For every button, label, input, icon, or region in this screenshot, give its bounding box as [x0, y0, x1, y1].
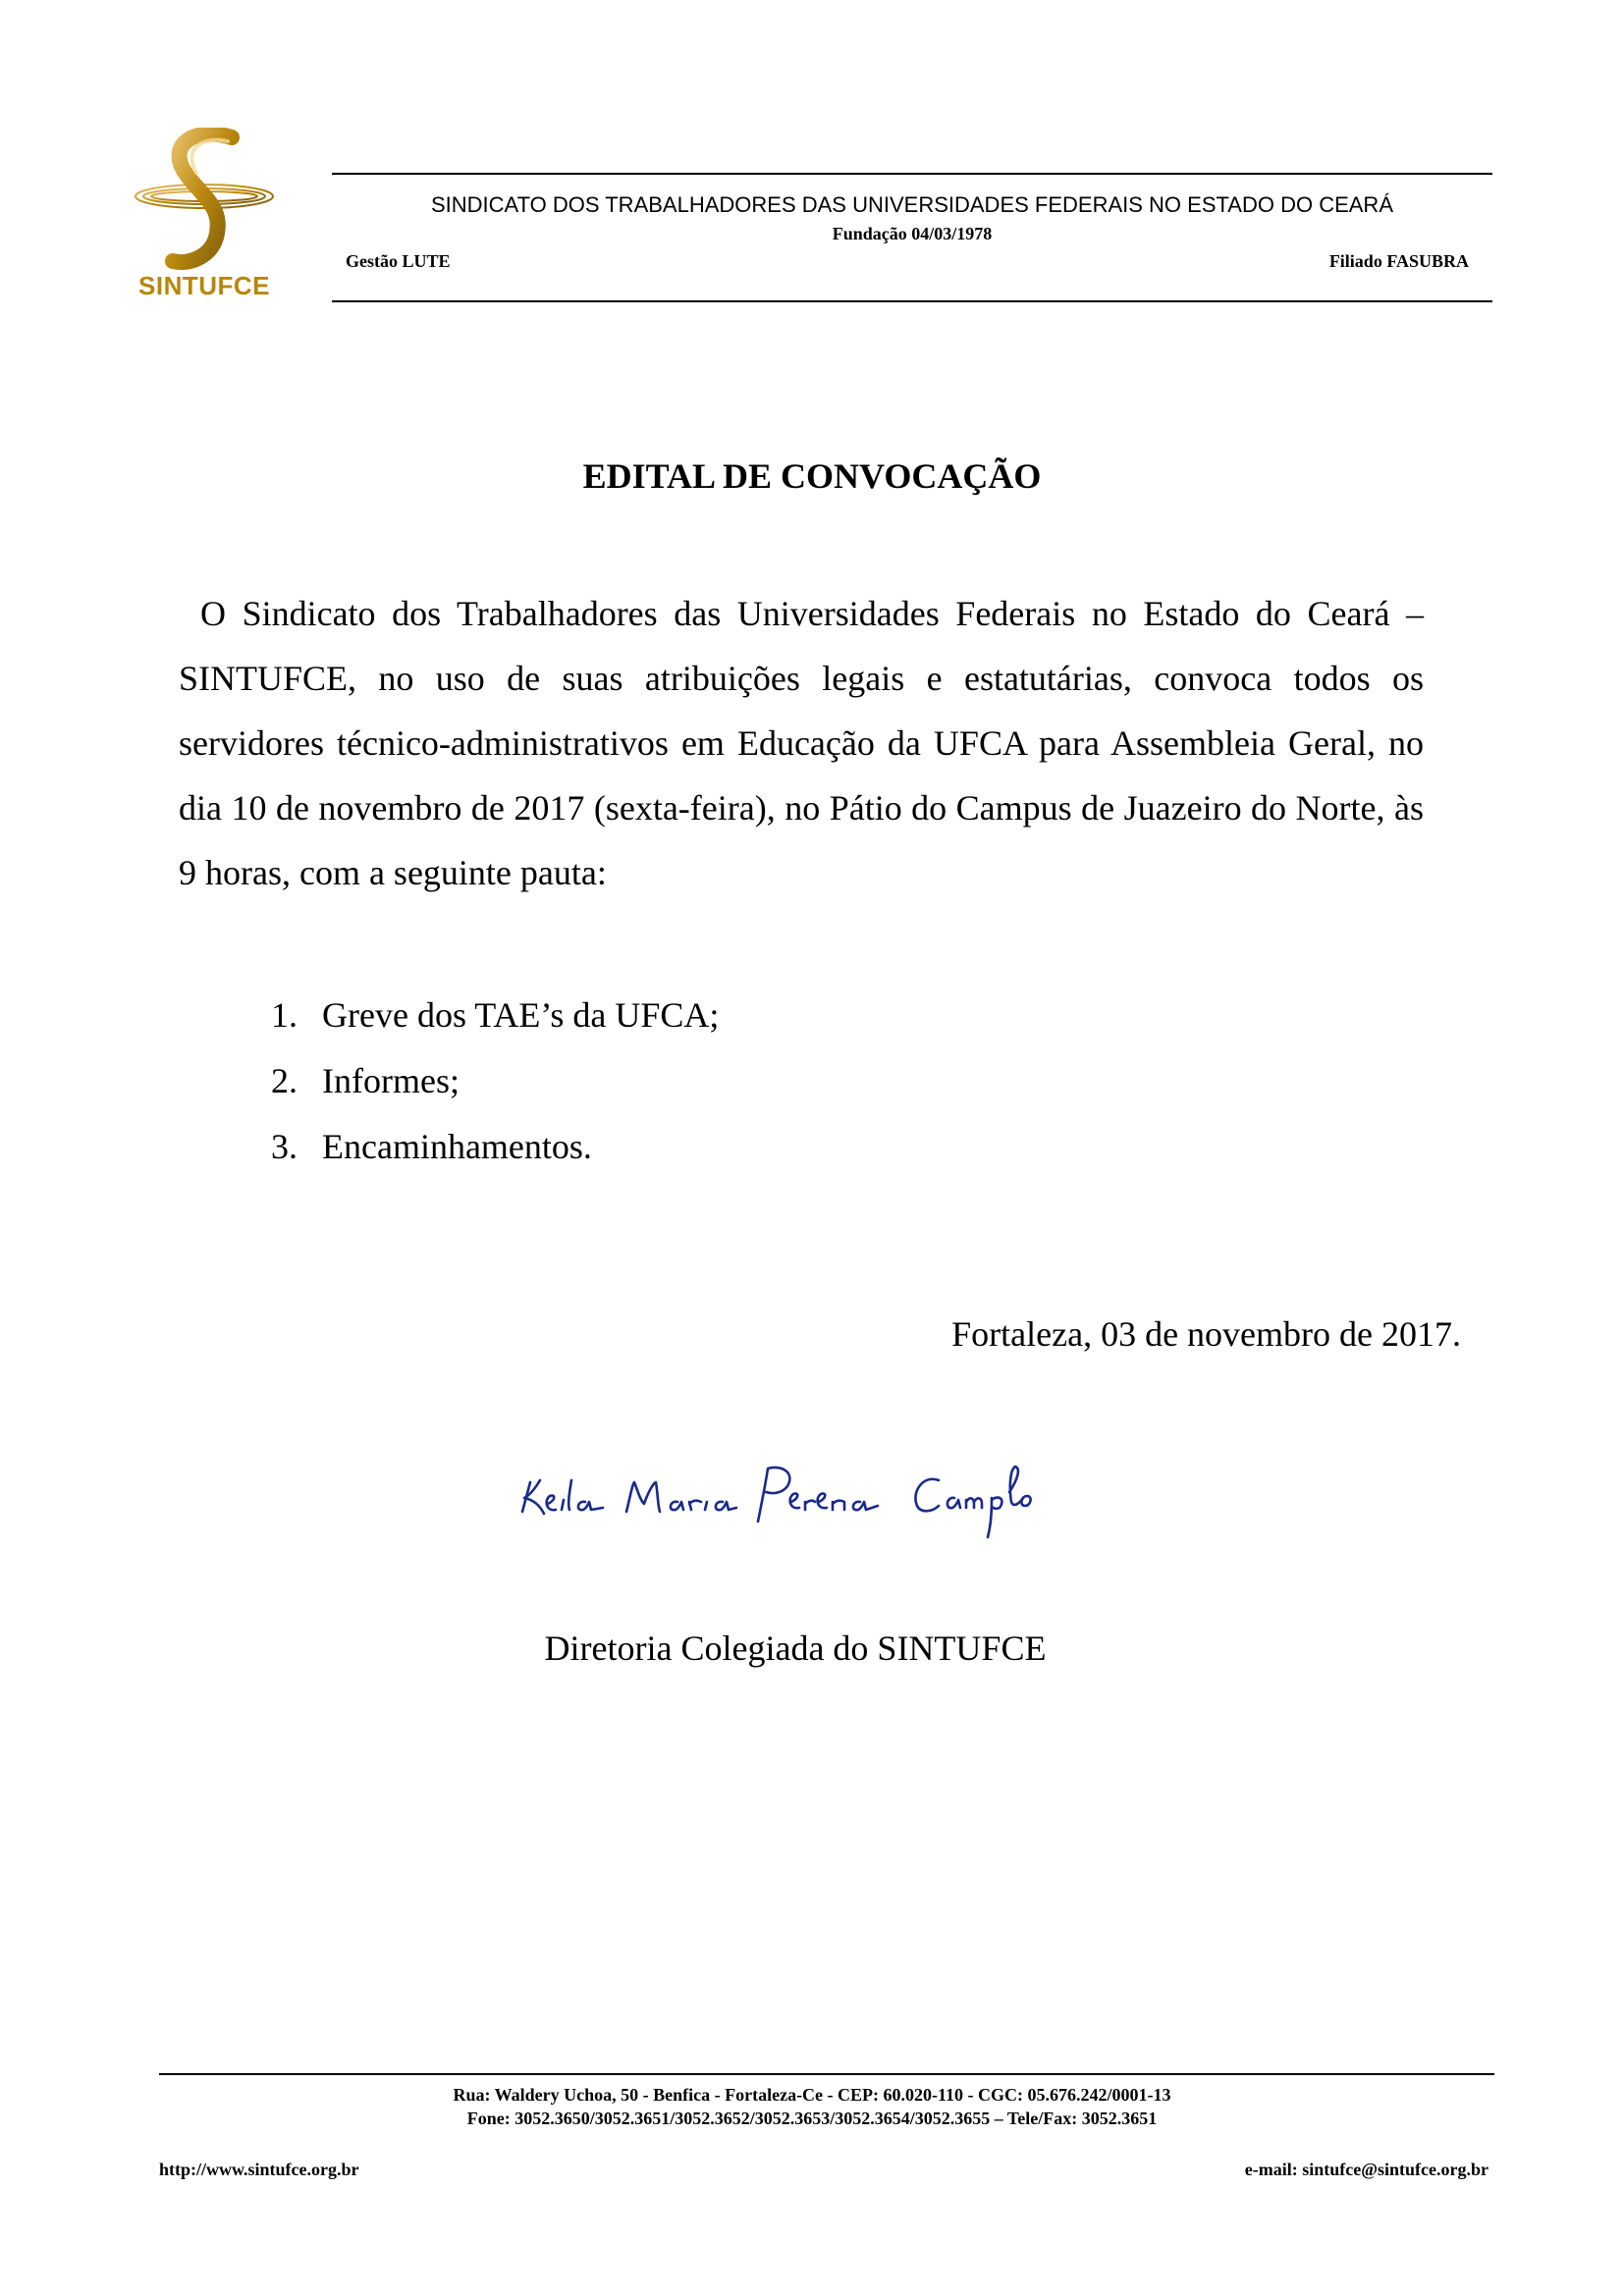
footer-website: http://www.sintufce.org.br [159, 2160, 359, 2179]
foundation-date: Fundação 04/03/1978 [832, 224, 993, 243]
footer-divider [159, 2073, 1494, 2075]
footer-email: e-mail: sintufce@sintufce.org.br [1244, 2160, 1489, 2179]
agenda-item [271, 983, 719, 1048]
sintufce-emblem-icon [126, 128, 283, 275]
logo-text: SINTUFCE [138, 271, 270, 300]
affiliation-label: Filiado FASUBRA [1328, 251, 1469, 271]
convocation-paragraph: O Sindicato dos Trabalhadores das Universidades Federais no Estado do Ceará – SINTUFCE, no uso de suas atribuições legais e estatutárias, convoca todos os servidores técnico-administrativos em Educação da UFCA para Assembleia Geral, no dia 10 de novembro de 2017 (sexta-feira), no Pátio do Campus de Juazeiro do Norte, às 9 horas, com a seguinte pauta: [179, 594, 1424, 892]
agenda-item-text: Informes; [322, 1061, 460, 1100]
sintufce-logo [126, 128, 283, 304]
footer-address: Rua: Waldery Uchoa, 50 - Benfica - Fortaleza-Ce - CEP: 60.020-110 - CGC: 05.676.242/0001-13 [453, 2085, 1171, 2105]
signature-icon [501, 1431, 1070, 1549]
agenda-list [271, 983, 719, 1180]
agenda-item-number: 2. [271, 1061, 298, 1100]
agenda-item-number: 1. [271, 995, 298, 1035]
footer-phones: Fone: 3052.3650/3052.3651/3052.3652/3052.3653/3052.3654/3052.3655 – Tele/Fax: 3052.3651 [466, 2109, 1158, 2128]
agenda-item-text: Greve dos TAE’s da UFCA; [322, 995, 720, 1035]
union-name: SINDICATO DOS TRABALHADORES DAS UNIVERSIDADES FEDERAIS NO ESTADO DO CEARÁ [430, 192, 1393, 217]
signatory: Diretoria Colegiada do SINTUFCE [544, 1629, 1047, 1668]
agenda-item [271, 1048, 719, 1114]
document-title: EDITAL DE CONVOCAÇÃO [582, 456, 1042, 496]
header-divider-bottom [332, 300, 1492, 302]
management-label: Gestão LUTE [346, 251, 451, 271]
handwritten-signature [501, 1431, 1070, 1549]
agenda-item-text: Encaminhamentos. [322, 1127, 592, 1166]
place-and-date: Fortaleza, 03 de novembro de 2017. [951, 1314, 1461, 1354]
agenda-item-number: 3. [271, 1127, 298, 1166]
agenda-item [271, 1114, 719, 1180]
header-divider-top [332, 173, 1492, 175]
